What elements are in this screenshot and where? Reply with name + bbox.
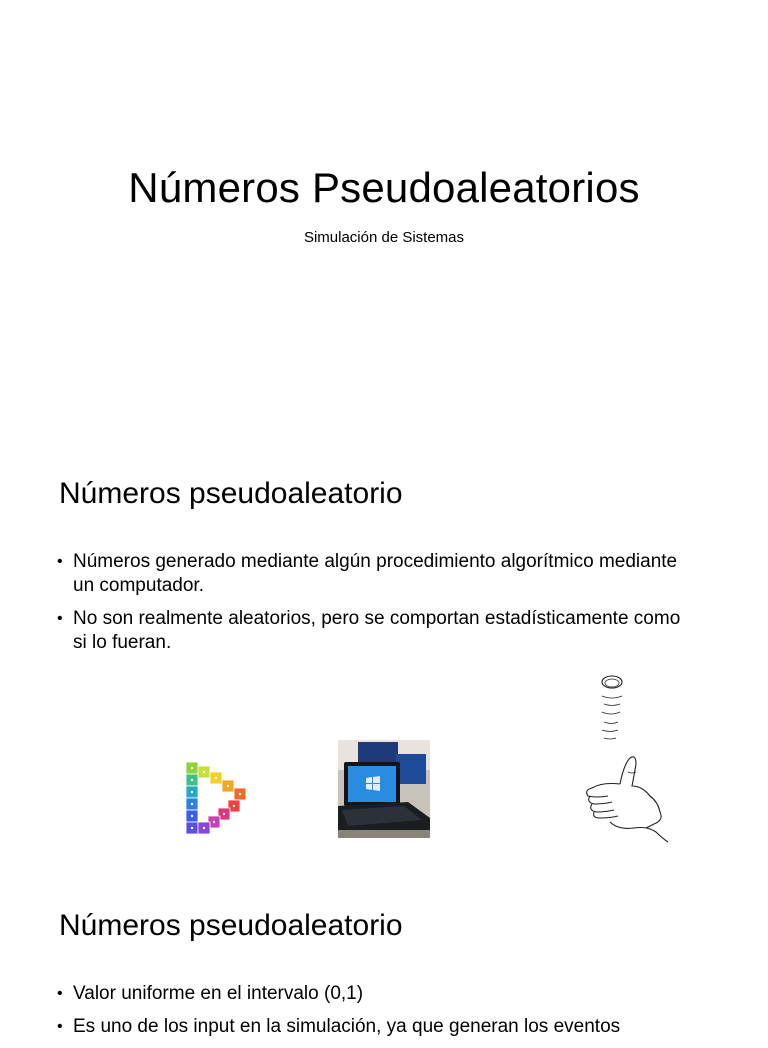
bullet-dot: • (57, 1018, 63, 1035)
bullet-item (56, 982, 696, 1006)
slide-heading: Números pseudoaleatorio (59, 909, 403, 942)
presentation-title: Números Pseudoaleatorios (128, 164, 640, 211)
slide-heading: Números pseudoaleatorio (59, 477, 403, 510)
bullet-dot: • (57, 610, 63, 627)
laptops-photo-image (338, 740, 430, 838)
bullet-text: No son realmente aleatorios, pero se comportan estadísticamente como si lo fueran. (73, 608, 681, 653)
bullet-text: Es uno de los input en la simulación, ya que generan los eventos (73, 1016, 621, 1037)
colorful-dice-triangle-image (180, 758, 254, 838)
bullet-dot: • (57, 985, 63, 1002)
title-slide (0, 0, 768, 432)
bullet-text: Números generado mediante algún procedimiento algorítmico mediante un computador. (73, 551, 678, 596)
bullet-list (56, 550, 696, 664)
bullet-item (56, 607, 696, 655)
presentation-subtitle: Simulación de Sistemas (303, 229, 465, 246)
coin-flip-thumb-drawing-image (580, 672, 672, 850)
bullet-item (56, 1015, 696, 1039)
bullet-item (56, 550, 696, 598)
content-slide-1 (0, 432, 768, 864)
bullet-dot: • (57, 553, 63, 570)
content-slide-2 (0, 864, 768, 1037)
bullet-text: Valor uniforme en el intervalo (0,1) (73, 983, 364, 1004)
bullet-list (56, 982, 696, 1048)
